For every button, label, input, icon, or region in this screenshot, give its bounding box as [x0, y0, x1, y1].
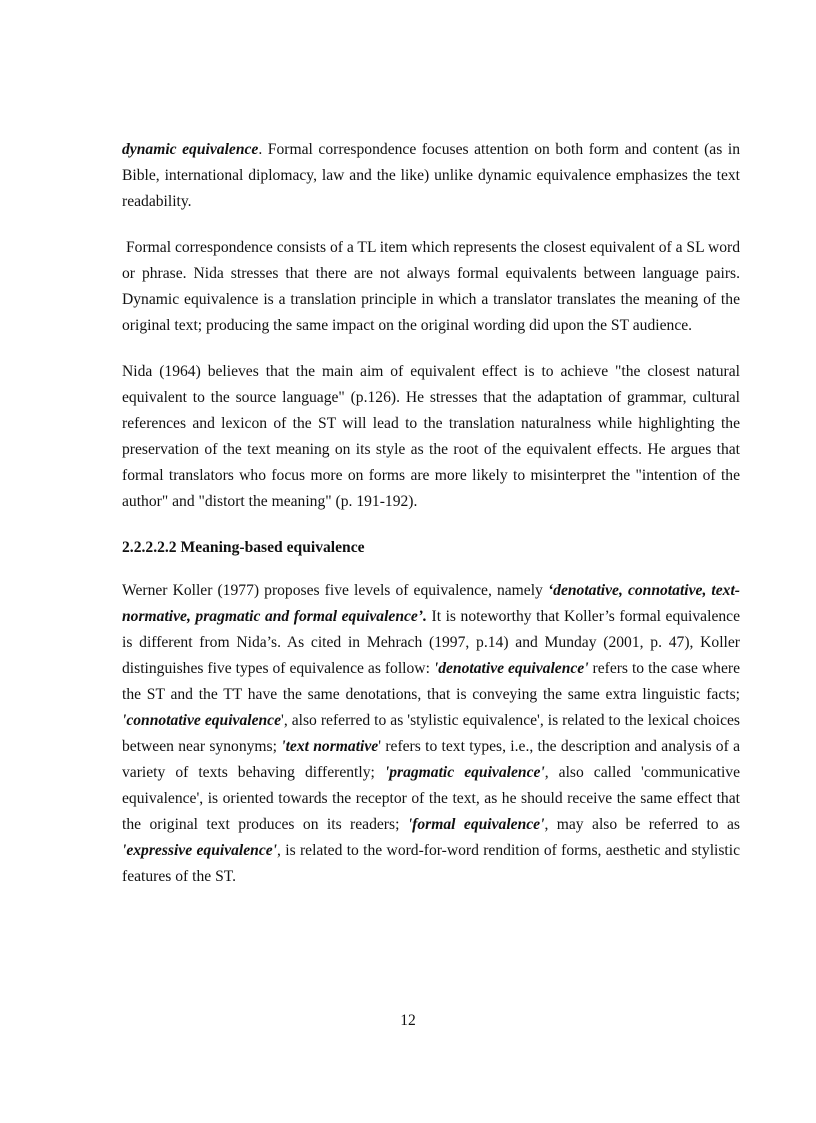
text-segment: ', also referred to as 'stylistic equivalence', is related to the lexical choices between near synonyms;: [122, 712, 740, 755]
term-expressive-equivalence: 'expressive equivalence': [122, 842, 278, 859]
paragraph-text: Formal correspondence consists of a TL item which represents the closest equivalent of a SL word or phrase. Nida stresses that there are not always formal equivalents between language pairs. Dynamic equivalence is a translation principle in which a translator translates the meaning of the original text; producing the same impact on the original wording did upon the ST audience.: [122, 239, 740, 334]
page-number: 12: [400, 1012, 416, 1029]
page-body: [122, 137, 740, 910]
text-segment: ' refers to text types, i.e., the description and analysis of a variety of texts behaving differently;: [122, 738, 741, 781]
text-segment: refers to the case where the ST and the TT have the same denotations, that is conveying the same extra linguistic facts;: [122, 660, 740, 703]
paragraph-formal-correspondence: [122, 235, 740, 339]
text-segment: Werner Koller (1977) proposes five levels of equivalence, namely: [122, 582, 548, 599]
text-segment: , may also be referred to as: [544, 816, 740, 833]
paragraph-text: . Formal correspondence focuses attention on both form and content (as in Bible, international diplomacy, law and the like) unlike dynamic equivalence emphasizes the text readability.: [122, 141, 740, 210]
term-dynamic-equivalence: dynamic equivalence: [122, 141, 259, 158]
text-segment: It is noteworthy that Koller’s formal equivalence is different from Nida’s. As cited in Mehrach (1997, p.14) and Munday (2001, p. 47), Koller distinguishes five types of equivalence as follow:: [122, 608, 741, 677]
section-heading: 2.2.2.2.2 Meaning-based equivalence: [122, 539, 365, 556]
term-denotative-equivalence: 'denotative equivalence': [433, 660, 589, 677]
paragraph-nida-1964: [122, 359, 740, 515]
paragraph-dynamic-equivalence: [122, 137, 740, 215]
term-formal-equivalence: 'formal equivalence': [407, 816, 545, 833]
term-pragmatic-equivalence: 'pragmatic equivalence': [384, 764, 545, 781]
text-segment: , also called 'communicative equivalence', is oriented towards the receptor of the text, as he should receive the same effect that the original text produces on its readers;: [122, 764, 740, 833]
paragraph-koller: [122, 578, 740, 890]
term-text-normative: 'text normative: [281, 738, 379, 755]
term-five-levels: ‘denotative, connotative, text-normative, pragmatic and formal equivalence’.: [122, 582, 741, 625]
paragraph-text: Nida (1964) believes that the main aim of equivalent effect is to achieve "the closest natural equivalent to the source language" (p.126). He stresses that the adaptation of grammar, cultural references and lexicon of the ST will lead to the translation naturalness while highlighting the preservation of the text meaning on its style as the root of the equivalent effects. He argues that formal translators who focus more on forms are more likely to misinterpret the "intention of the author" and "distort the meaning" (p. 191-192).: [122, 363, 740, 510]
text-segment: , is related to the word-for-word rendition of forms, aesthetic and stylistic features of the ST.: [122, 842, 741, 885]
term-connotative-equivalence: 'connotative equivalence: [122, 712, 282, 729]
